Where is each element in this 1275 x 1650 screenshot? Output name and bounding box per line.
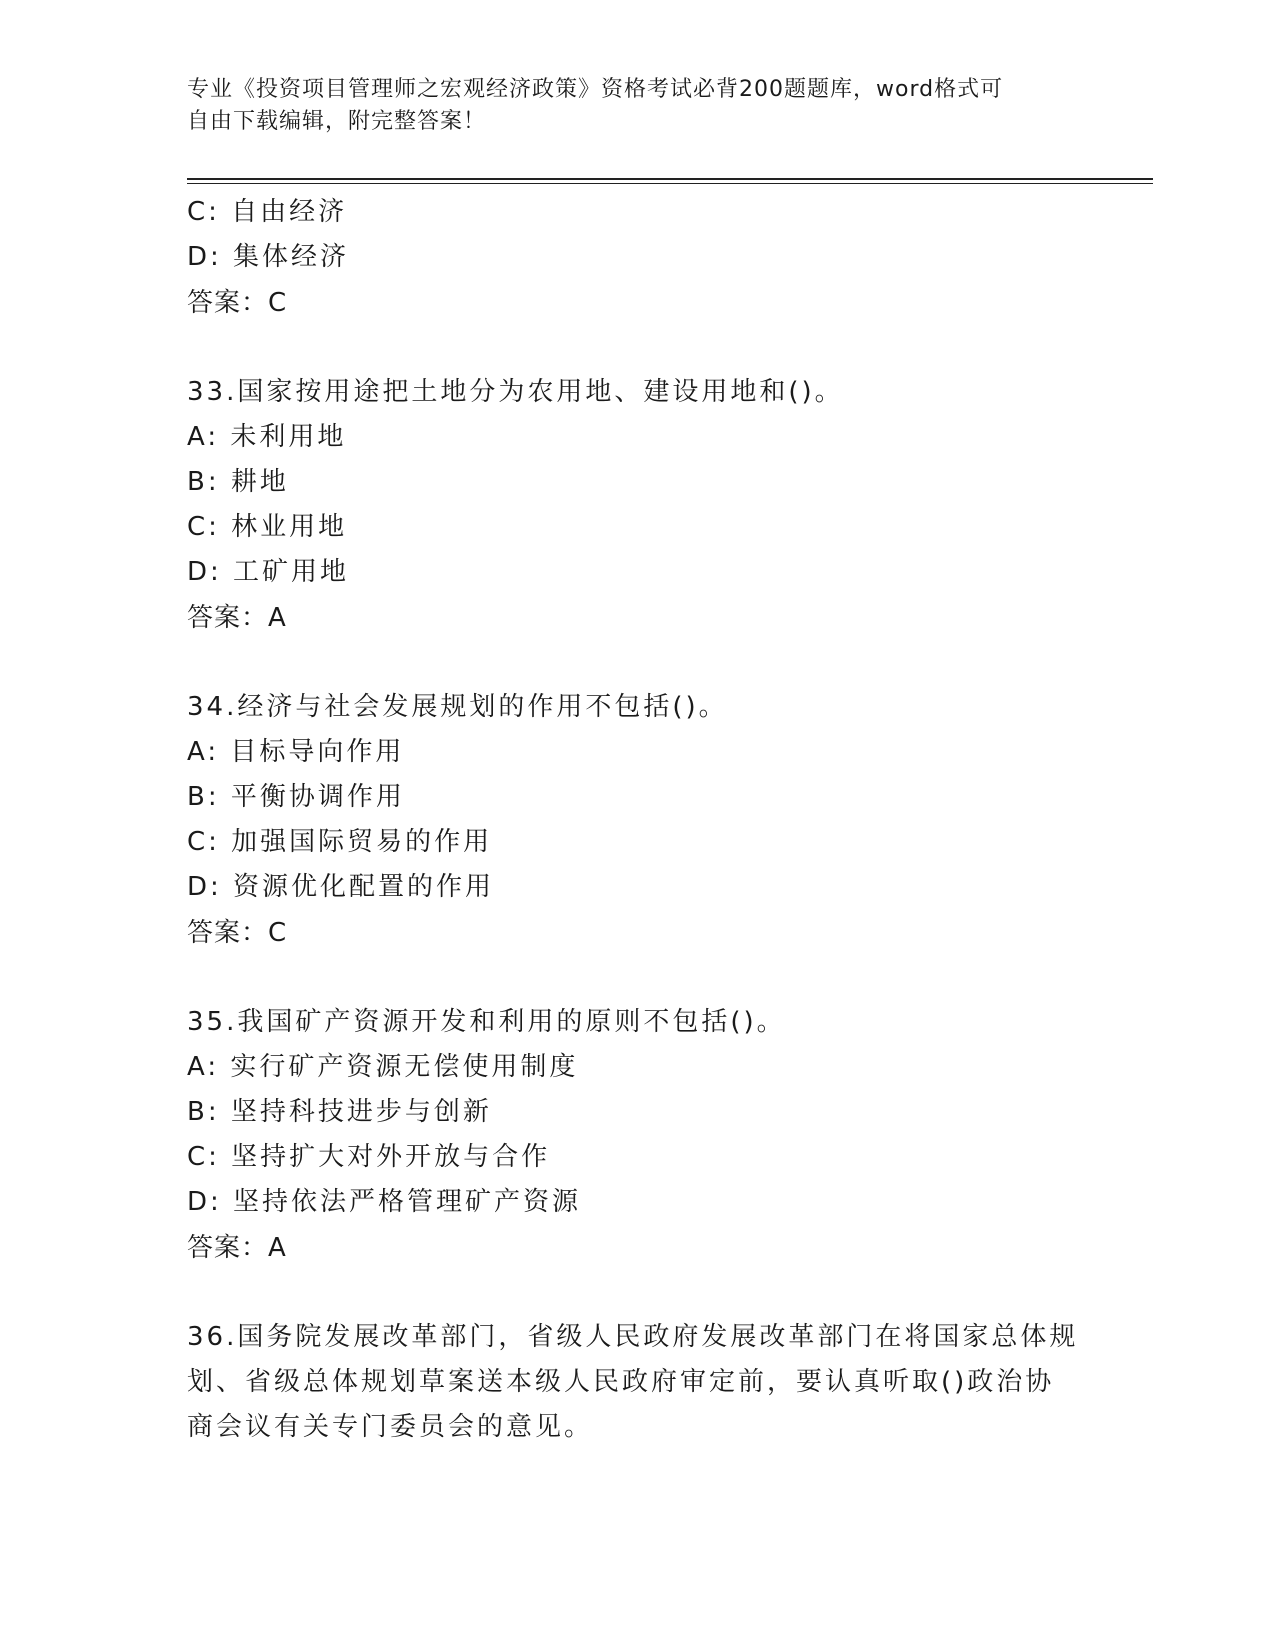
question-stem: 33.国家按用途把土地分为农用地、建设用地和()。 bbox=[187, 377, 844, 407]
question-34 bbox=[187, 685, 1087, 956]
answer-line: 答案：A bbox=[187, 1233, 287, 1263]
question-33 bbox=[187, 370, 1087, 641]
option-a: A: 目标导向作用 bbox=[187, 737, 405, 767]
option-b: B: 耕地 bbox=[187, 467, 289, 497]
answer-line: 答案：A bbox=[187, 603, 287, 633]
question-stem-line-2: 划、省级总体规划草案送本级人民政府审定前，要认真听取()政治协 bbox=[187, 1367, 1055, 1397]
option-d: D: 资源优化配置的作用 bbox=[187, 872, 495, 902]
option-d: D: 坚持依法严格管理矿产资源 bbox=[187, 1187, 582, 1217]
spacer bbox=[187, 956, 1087, 1000]
option-c: C: 自由经济 bbox=[187, 197, 348, 227]
spacer bbox=[187, 641, 1087, 685]
option-d: D: 工矿用地 bbox=[187, 557, 350, 587]
option-b: B: 平衡协调作用 bbox=[187, 782, 405, 812]
question-35 bbox=[187, 1000, 1087, 1271]
question-stem-line-3: 商会议有关专门委员会的意见。 bbox=[187, 1412, 594, 1442]
question-stem: 34.经济与社会发展规划的作用不包括()。 bbox=[187, 692, 728, 722]
spacer bbox=[187, 1271, 1087, 1315]
header-rule-thin bbox=[187, 183, 1153, 184]
header-line-1: 专业《投资项目管理师之宏观经济政策》资格考试必背200题题库，word格式可 bbox=[187, 77, 1004, 102]
header-rule-thick bbox=[187, 178, 1153, 180]
document-header bbox=[187, 74, 1067, 138]
option-c: C: 加强国际贸易的作用 bbox=[187, 827, 493, 857]
answer-line: 答案：C bbox=[187, 288, 288, 318]
option-a: A: 实行矿产资源无偿使用制度 bbox=[187, 1052, 579, 1082]
document-body bbox=[187, 190, 1087, 1450]
option-b: B: 坚持科技进步与创新 bbox=[187, 1097, 492, 1127]
option-a: A: 未利用地 bbox=[187, 422, 347, 452]
question-stem-line-1: 36.国务院发展改革部门，省级人民政府发展改革部门在将国家总体规 bbox=[187, 1322, 1079, 1352]
option-c: C: 坚持扩大对外开放与合作 bbox=[187, 1142, 551, 1172]
option-d: D: 集体经济 bbox=[187, 242, 350, 272]
question-36 bbox=[187, 1315, 1087, 1450]
option-c: C: 林业用地 bbox=[187, 512, 348, 542]
answer-line: 答案：C bbox=[187, 918, 288, 948]
header-line-2: 自由下载编辑，附完整答案！ bbox=[187, 109, 487, 134]
question-stem: 35.我国矿产资源开发和利用的原则不包括()。 bbox=[187, 1007, 786, 1037]
spacer bbox=[187, 326, 1087, 370]
previous-question-tail bbox=[187, 190, 1087, 326]
